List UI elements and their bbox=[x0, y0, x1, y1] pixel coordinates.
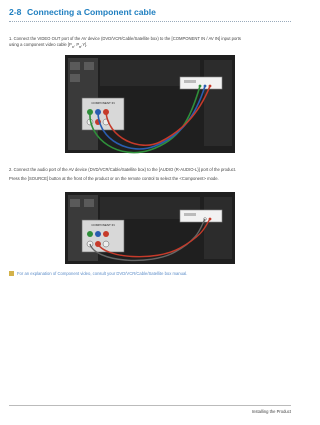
step1-line2: using a component video cable [$P_R$, $P_B,Y$]. bbox=[9, 42, 88, 49]
step2-line1: 2. Connect the audio port of the AV device (DVD/VCR/Cable/Satellite box) to the [AUDIO (R-AUDIO-L)] port of the product. bbox=[9, 167, 237, 172]
diagram-audio bbox=[65, 192, 235, 264]
step2-line2: Press the [SOURCE] button at the front of the product or on the remote control to select the <Component> mode. bbox=[9, 176, 219, 181]
footer-divider bbox=[9, 405, 291, 406]
component-in-label-2: COMPONENT IN bbox=[91, 223, 115, 227]
diagram-component-video bbox=[65, 55, 235, 153]
component-in-label-1: COMPONENT IN bbox=[91, 101, 115, 105]
note-icon bbox=[9, 271, 14, 276]
step2-instruction bbox=[9, 167, 291, 182]
footer-text: Installing the Product bbox=[251, 409, 291, 414]
section-number: 2-8 bbox=[9, 7, 22, 17]
note-text: For an explanation of Component video, consult your DVD/VCR/Cable/Satellite box manual. bbox=[17, 271, 188, 276]
step1-line1: 1. Connect the VIDEO OUT port of the AV device (DVD/VCR/Cable/Satellite box) to the [COMPONENT IN / AV IN] input ports bbox=[9, 36, 241, 41]
section-title: Connecting a Component cable bbox=[27, 7, 156, 17]
note bbox=[9, 271, 291, 277]
